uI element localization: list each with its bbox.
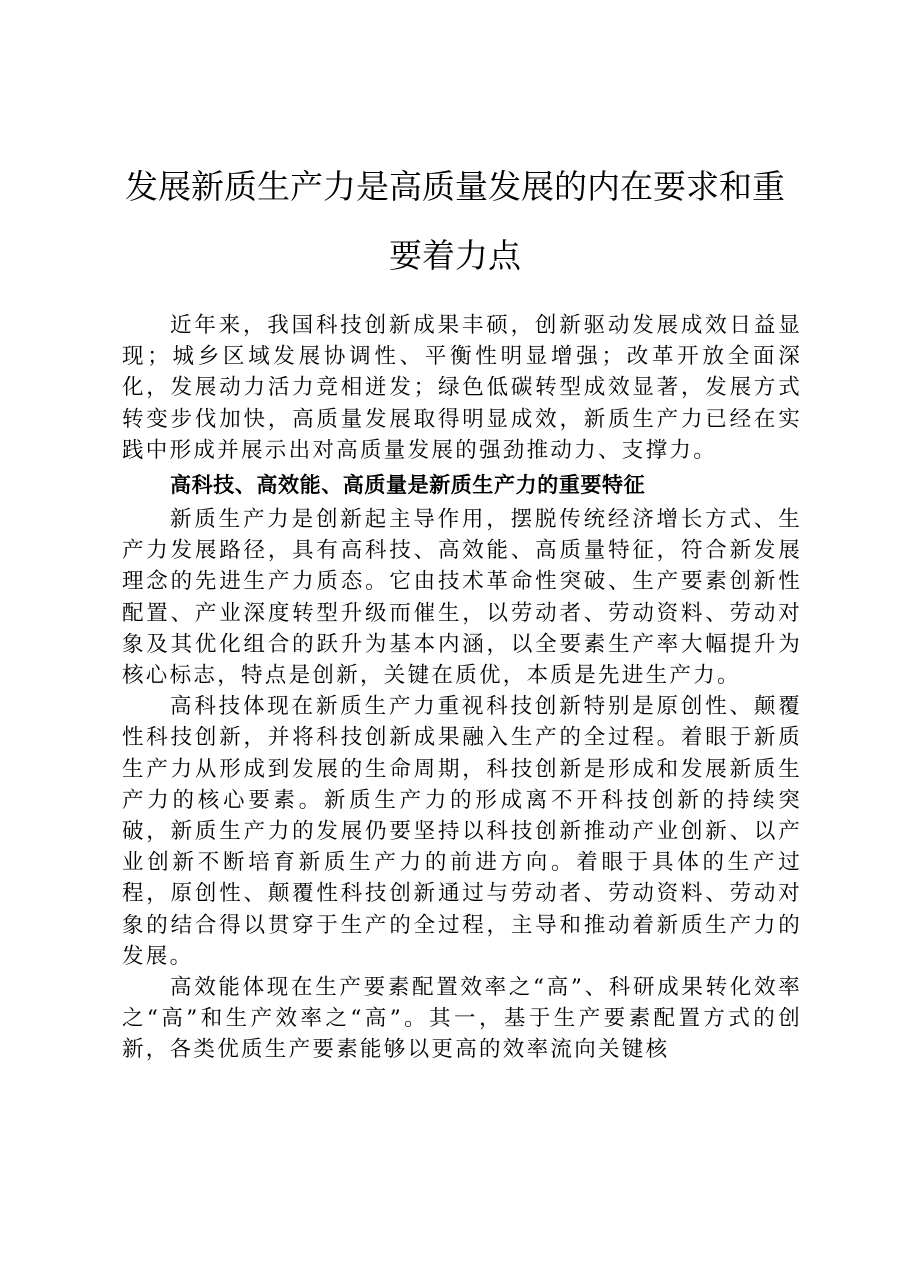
document-body [122,310,802,1066]
section-heading: 高科技、高效能、高质量是新质生产力的重要特征 [170,473,646,498]
paragraph-high-tech: 高科技体现在新质生产力重视科技创新特别是原创性、颠覆性科技创新，并将科技创新成果融入生产的全过程。着眼于新质生产力从形成到发展的生命周期，科技创新是形成和发展新质生产力的核心要素。新质生产力的形成离不开科技创新的持续突破，新质生产力的发展仍要坚持以科技创新推动产业创新、以产业创新不断培育新质生产力的前进方向。着眼于具体的生产过程，原创性、颠覆性科技创新通过与劳动者、劳动资料、劳动对象的结合得以贯穿于生产的全过程，主导和推动着新质生产力的发展。 [122,694,802,969]
document-title: 发展新质生产力是高质量发展的内在要求和重要着力点 [125,167,785,275]
paragraph-definition: 新质生产力是创新起主导作用，摆脱传统经济增长方式、生产力发展路径，具有高科技、高效能、高质量特征，符合新发展理念的先进生产力质态。它由技术革命性突破、生产要素创新性配置、产业深度转型升级而催生，以劳动者、劳动资料、劳动对象及其优化组合的跃升为基本内涵，以全要素生产率大幅提升为核心标志，特点是创新，关键在质优，本质是先进生产力。 [122,507,802,689]
paragraph-high-efficiency: 高效能体现在生产要素配置效率之“高”、科研成果转化效率之“高”和生产效率之“高”。其一，基于生产要素配置方式的创新，各类优质生产要素能够以更高的效率流向关键核 [122,975,802,1063]
paragraph-intro: 近年来，我国科技创新成果丰硕，创新驱动发展成效日益显现；城乡区域发展协调性、平衡性明显增强；改革开放全面深化，发展动力活力竞相迸发；绿色低碳转型成效显著，发展方式转变步伐加快，高质量发展取得明显成效，新质生产力已经在实践中形成并展示出对高质量发展的强劲推动力、支撑力。 [122,313,802,463]
